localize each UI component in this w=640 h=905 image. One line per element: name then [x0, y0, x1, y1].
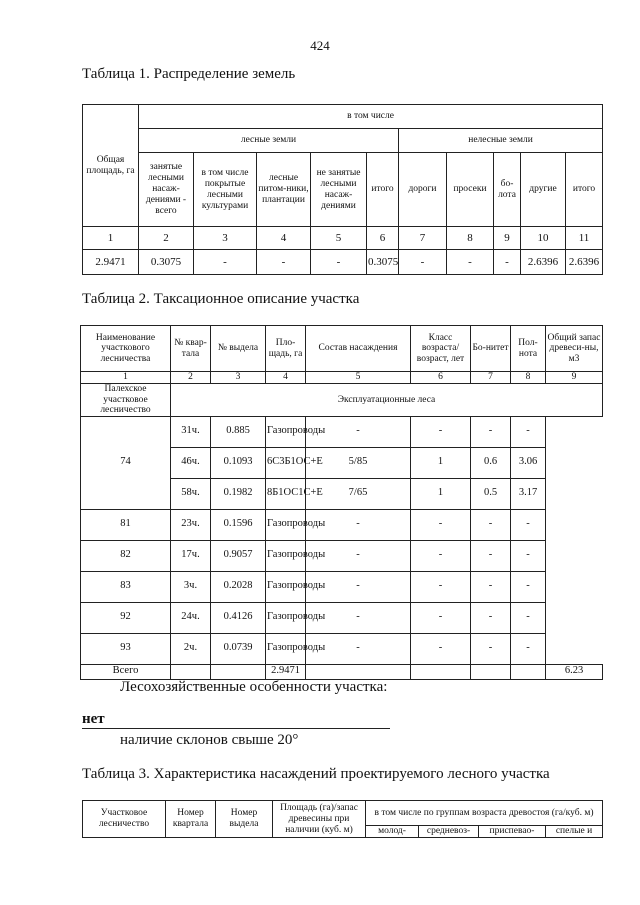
sostav-cell: 6С3Б1ОС+Е	[266, 447, 306, 478]
cell: 2.6396	[521, 250, 566, 275]
column-header: бо-лота	[494, 153, 521, 227]
bon-cell: -	[411, 540, 471, 571]
bon-cell: -	[411, 571, 471, 602]
table1-title: Таблица 1. Распределение земель	[82, 66, 296, 82]
quarter-cell: 82	[81, 540, 171, 571]
area-cell: 0.9057	[211, 540, 266, 571]
cell: -	[311, 250, 367, 275]
klass-cell: 5/85	[306, 447, 411, 478]
klass-cell: -	[306, 602, 411, 633]
header-quarter: Номер квартала	[166, 801, 216, 838]
sostav-cell: Газопроводы	[266, 633, 306, 664]
quarter-cell: 93	[81, 633, 171, 664]
poln-cell: -	[471, 509, 511, 540]
features-heading: Лесохозяйственные особенности участка:	[120, 679, 388, 695]
bon-cell: -	[411, 633, 471, 664]
table2-title: Таблица 2. Таксационное описание участка	[82, 291, 360, 307]
column-header: Наименование участкового лесничества	[81, 326, 171, 372]
column-number: 6	[411, 372, 471, 384]
vyd-cell: 17ч.	[171, 540, 211, 571]
column-header: итого	[566, 153, 603, 227]
features-caption: наличие склонов свыше 20°	[120, 732, 299, 748]
header-including: в том числе	[139, 105, 603, 129]
column-number: 5	[311, 227, 367, 250]
taxation-table	[80, 325, 603, 680]
table-row	[81, 571, 603, 602]
cell: 0.3075	[367, 250, 399, 275]
total-area: 2.9471	[266, 664, 306, 679]
poln-cell: 0.5	[471, 478, 511, 509]
quarter-cell: 92	[81, 602, 171, 633]
column-number: 1	[81, 372, 171, 384]
stand-characteristics-table	[82, 800, 603, 838]
klass-cell: -	[306, 509, 411, 540]
klass-cell: -	[306, 633, 411, 664]
bon-cell: 1	[411, 447, 471, 478]
column-header: Пол-нота	[511, 326, 546, 372]
land-distribution-table	[82, 104, 603, 275]
sostav-cell: Газопроводы	[266, 602, 306, 633]
age-group-header: молод-	[366, 826, 419, 838]
column-header: Состав насаждения	[306, 326, 411, 372]
zapas-cell: 3.06	[511, 447, 546, 478]
column-number: 5	[306, 372, 411, 384]
cell: -	[194, 250, 257, 275]
klass-cell: -	[306, 540, 411, 571]
poln-cell: 0.6	[471, 447, 511, 478]
cell: 2.9471	[83, 250, 139, 275]
column-header: дороги	[399, 153, 447, 227]
header-area-stock: Площадь (га)/запас древесины при наличии (куб. м)	[273, 801, 366, 838]
header-total-area: Общая площадь, га	[83, 105, 139, 227]
zapas-cell: 3.17	[511, 478, 546, 509]
vyd-cell: 23ч.	[171, 509, 211, 540]
column-number: 4	[266, 372, 306, 384]
column-header: № квар-тала	[171, 326, 211, 372]
table-row	[81, 633, 603, 664]
table-row	[81, 540, 603, 571]
column-header: Бо-нитет	[471, 326, 511, 372]
area-cell: 0.1093	[211, 447, 266, 478]
sostav-cell: Газопроводы	[266, 571, 306, 602]
cell: -	[257, 250, 311, 275]
column-header: итого	[367, 153, 399, 227]
table-row	[81, 416, 603, 447]
quarter-cell: 83	[81, 571, 171, 602]
column-number: 2	[171, 372, 211, 384]
area-cell: 0.1596	[211, 509, 266, 540]
area-cell: 0.2028	[211, 571, 266, 602]
klass-cell: -	[306, 571, 411, 602]
cell: -	[494, 250, 521, 275]
bon-cell: 1	[411, 478, 471, 509]
zapas-cell: -	[511, 416, 546, 447]
sostav-cell: Газопроводы	[266, 509, 306, 540]
vyd-cell: 31ч.	[171, 416, 211, 447]
klass-cell: 7/65	[306, 478, 411, 509]
column-number: 8	[511, 372, 546, 384]
zapas-cell: -	[511, 633, 546, 664]
poln-cell: -	[471, 540, 511, 571]
area-cell: 0.0739	[211, 633, 266, 664]
poln-cell: -	[471, 571, 511, 602]
column-number: 3	[194, 227, 257, 250]
poln-cell: -	[471, 416, 511, 447]
poln-cell: -	[471, 602, 511, 633]
cell: 2.6396	[566, 250, 603, 275]
quarter-cell: 74	[81, 416, 171, 509]
header-age-groups: в том числе по группам возраста древостоя (га/куб. м)	[366, 801, 603, 826]
sostav-cell: Газопроводы	[266, 416, 306, 447]
zapas-cell: -	[511, 540, 546, 571]
zapas-cell: -	[511, 509, 546, 540]
features-value: нет	[82, 711, 390, 729]
area-cell: 0.1982	[211, 478, 266, 509]
age-group-header: спелые и	[546, 826, 603, 838]
vyd-cell: 2ч.	[171, 633, 211, 664]
age-group-header: средневоз-	[419, 826, 479, 838]
section-label: Эксплуатационные леса	[171, 384, 603, 417]
bon-cell: -	[411, 509, 471, 540]
column-number: 4	[257, 227, 311, 250]
table-row	[81, 602, 603, 633]
quarter-cell: 81	[81, 509, 171, 540]
column-header: в том числе покрытые лесными культурами	[194, 153, 257, 227]
total-label: Всего	[81, 664, 171, 679]
header-forestry: Участковое лесничество	[83, 801, 166, 838]
column-number: 11	[566, 227, 603, 250]
bon-cell: -	[411, 602, 471, 633]
vyd-cell: 46ч.	[171, 447, 211, 478]
column-header: лесные питом-ники, плантации	[257, 153, 311, 227]
column-header: Общий запас древеси-ны, м3	[546, 326, 603, 372]
column-header: просеки	[447, 153, 494, 227]
poln-cell: -	[471, 633, 511, 664]
sostav-cell: Газопроводы	[266, 540, 306, 571]
page-number: 424	[310, 38, 330, 53]
bon-cell: -	[411, 416, 471, 447]
header-forest-lands: лесные земли	[139, 129, 399, 153]
column-header: занятые лесными насаж-дениями - всего	[139, 153, 194, 227]
total-stock: 6.23	[546, 664, 603, 679]
klass-cell: -	[306, 416, 411, 447]
column-header: не занятые лесными насаж-дениями	[311, 153, 367, 227]
zapas-cell: -	[511, 571, 546, 602]
area-cell: 0.4126	[211, 602, 266, 633]
vyd-cell: 24ч.	[171, 602, 211, 633]
area-cell: 0.885	[211, 416, 266, 447]
sostav-cell: 8Б1ОС1С+Е	[266, 478, 306, 509]
cell: 0.3075	[139, 250, 194, 275]
column-header: другие	[521, 153, 566, 227]
column-header: № выдела	[211, 326, 266, 372]
vyd-cell: 3ч.	[171, 571, 211, 602]
table3-title: Таблица 3. Характеристика насаждений проектируемого лесного участка	[82, 766, 550, 782]
column-number: 3	[211, 372, 266, 384]
column-number: 6	[367, 227, 399, 250]
column-header: Пло-щадь, га	[266, 326, 306, 372]
age-group-header: приспевао-	[479, 826, 546, 838]
column-number: 9	[494, 227, 521, 250]
forestry-name: Палехское участковое лесничество	[81, 384, 171, 417]
column-header: Класс возраста/ возраст, лет	[411, 326, 471, 372]
zapas-cell: -	[511, 602, 546, 633]
header-plot: Номер выдела	[216, 801, 273, 838]
cell: -	[399, 250, 447, 275]
column-number: 7	[471, 372, 511, 384]
vyd-cell: 58ч.	[171, 478, 211, 509]
column-number: 7	[399, 227, 447, 250]
column-number: 2	[139, 227, 194, 250]
column-number: 8	[447, 227, 494, 250]
header-nonforest-lands: нелесные земли	[399, 129, 603, 153]
cell: -	[447, 250, 494, 275]
column-number: 1	[83, 227, 139, 250]
column-number: 9	[546, 372, 603, 384]
table-row	[81, 509, 603, 540]
column-number: 10	[521, 227, 566, 250]
